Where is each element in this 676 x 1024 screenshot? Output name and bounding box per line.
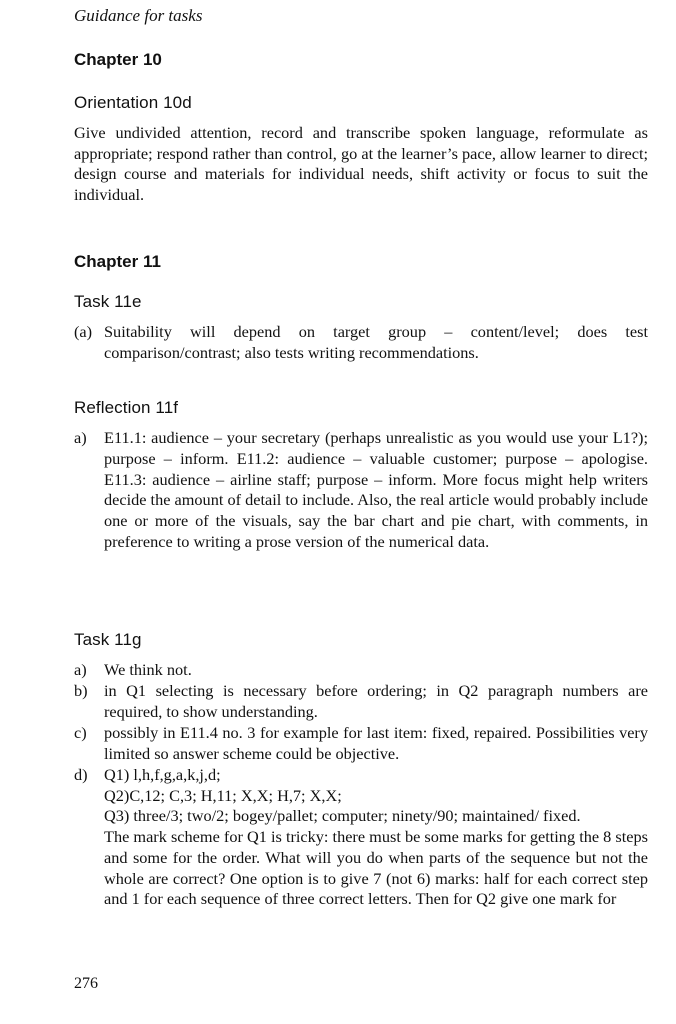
item-text: We think not.	[104, 660, 192, 679]
item-marker: b)	[74, 681, 88, 700]
task-11e-heading: Task 11e	[74, 292, 142, 311]
reflection-11f-heading: Reflection 11f	[74, 398, 179, 417]
item-text: Suitability will depend on target group – content/level; does test comparison/contrast; also tests writing recommendations.	[104, 322, 648, 362]
answer-q1: Q1) l,h,f,g,a,k,j,d;	[104, 765, 221, 784]
task-11g-item-d	[74, 765, 648, 910]
chapter-10-heading: Chapter 10	[74, 50, 162, 69]
item-text: E11.1: audience – your secretary (perhaps unrealistic as you would use your L1?); purpose – inform. E11.2: audience – valuable customer; purpose – apologise. E11.3: audience – airline staff; purpose – inform. More focus might help writers decide the amount of detail to include. Also, the real article would probably include one or more of the visuals, say the bar chart and pie chart, with comments, in preference to writing a prose version of the numerical data.	[104, 428, 648, 551]
item-marker: c)	[74, 723, 87, 742]
item-marker: (a)	[74, 322, 93, 341]
task-11g-item-a	[74, 660, 648, 681]
running-head: Guidance for tasks	[74, 6, 203, 25]
item-marker: a)	[74, 428, 87, 447]
answer-q3: Q3) three/3; two/2; bogey/pallet; computer; ninety/90; maintained/ fixed.	[104, 806, 581, 826]
page-number: 276	[74, 975, 98, 992]
item-text-block	[104, 765, 648, 910]
reflection-11f-item-a	[74, 428, 648, 553]
item-text: possibly in E11.4 no. 3 for example for last item: fixed, repaired. Possibilities very limited so answer scheme could be objective.	[104, 723, 648, 763]
task-11g-item-b	[74, 681, 648, 722]
orientation-10d-paragraph: Give undivided attention, record and transcribe spoken language, reformulate as appropriate; respond rather than control, go at the learner’s pace, allow learner to direct; design course and materials for individual needs, shift activity or focus to suit the individual.	[74, 123, 648, 204]
chapter-11-heading: Chapter 11	[74, 252, 161, 271]
orientation-10d-heading: Orientation 10d	[74, 93, 192, 112]
task-11g-item-c	[74, 723, 648, 764]
answer-q2: Q2)C,12; C,3; H,11; X,X; H,7; X,X;	[104, 785, 342, 805]
mark-scheme-paragraph: The mark scheme for Q1 is tricky: there must be some marks for getting the 8 steps and some for the order. What will you do when parts of the sequence but not the whole are correct? One option is to give 7 (not 6) marks: half for each correct step and 1 for each sequence of three correct letters. Then for Q2 give one mark for	[104, 827, 648, 909]
task-11g-heading: Task 11g	[74, 630, 142, 649]
task-11e-item-a	[74, 322, 648, 363]
item-marker: d)	[74, 765, 88, 784]
item-marker: a)	[74, 660, 87, 679]
item-text: in Q1 selecting is necessary before ordering; in Q2 paragraph numbers are required, to show understanding.	[104, 681, 648, 721]
